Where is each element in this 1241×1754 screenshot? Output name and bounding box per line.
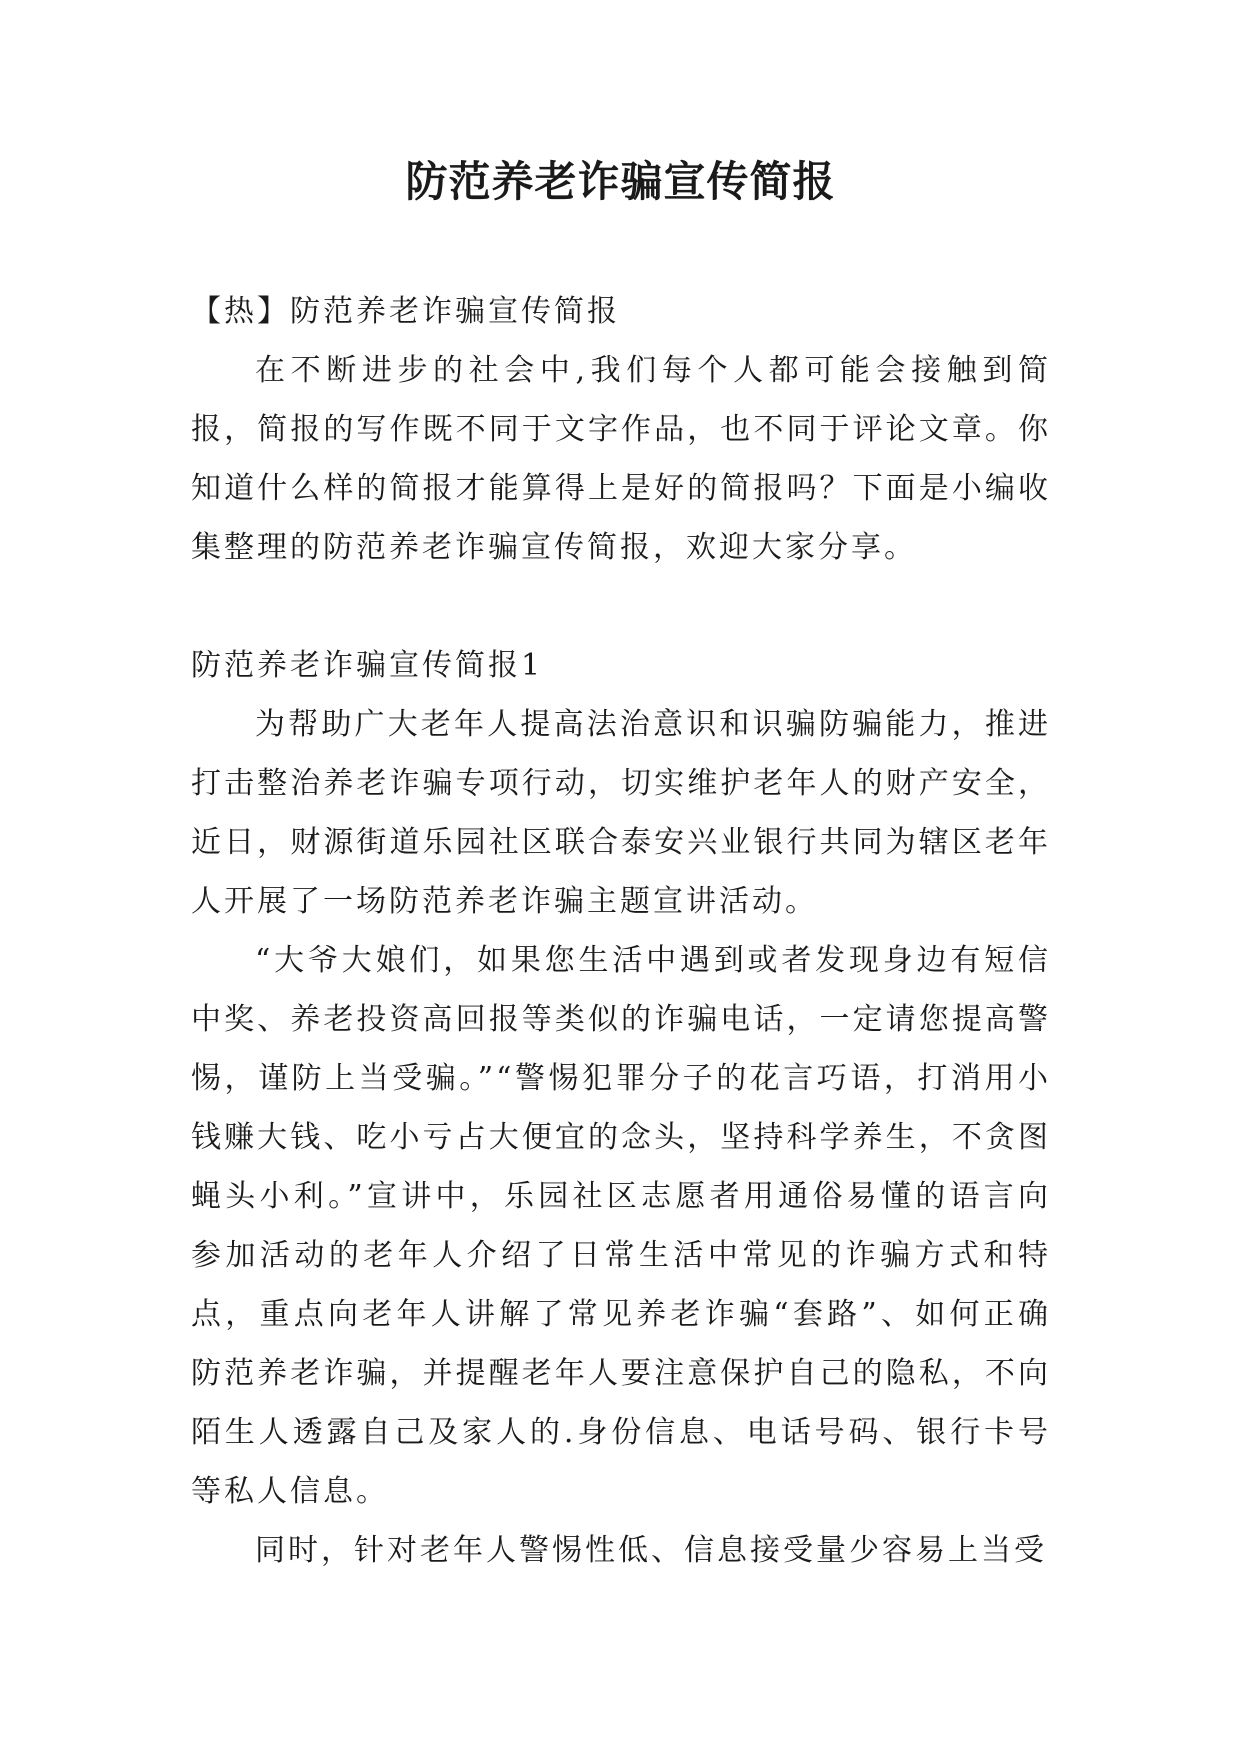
body-paragraph: “大爷大娘们，如果您生活中遇到或者发现身边有短信中奖、养老投资高回报等类似的诈骗电话，一定请您提高警惕，谨防上当受骗。”“警惕犯罪分子的花言巧语，打消用小钱赚大钱、吃小亏占大便宜的念头，坚持科学养生，不贪图蝇头小利。”宣讲中，乐园社区志愿者用通俗易懂的语言向参加活动的老年人介绍了日常生活中常见的诈骗方式和特点，重点向老年人讲解了常见养老诈骗“套路”、如何正确防范养老诈骗，并提醒老年人要注意保护自己的隐私，不向陌生人透露自己及家人的.身份信息、电话号码、银行卡号等私人信息。 [191, 943, 1051, 1509]
spacer [191, 577, 1051, 636]
section-heading: 防范养老诈骗宣传简报1 [191, 648, 544, 683]
document-title: 防范养老诈骗宣传简报 [405, 157, 836, 206]
lead-line: 【热】防范养老诈骗宣传简报 [191, 294, 620, 329]
body-paragraph: 同时，针对老年人警惕性低、信息接受量少容易上当受 [255, 1533, 1047, 1568]
body-paragraph: 为帮助广大老年人提高法治意识和识骗防骗能力，推进打击整治养老诈骗专项行动，切实维护老年人的财产安全，近日，财源街道乐园社区联合泰安兴业银行共同为辖区老年人开展了一场防范养老诈骗主题宣讲活动。 [191, 707, 1051, 919]
intro-paragraph: 在不断进步的社会中,我们每个人都可能会接触到简报，简报的写作既不同于文字作品，也不同于评论文章。你知道什么样的简报才能算得上是好的简报吗？下面是小编收集整理的防范养老诈骗宣传简报，欢迎大家分享。 [191, 353, 1051, 565]
document-body [191, 282, 1051, 1580]
